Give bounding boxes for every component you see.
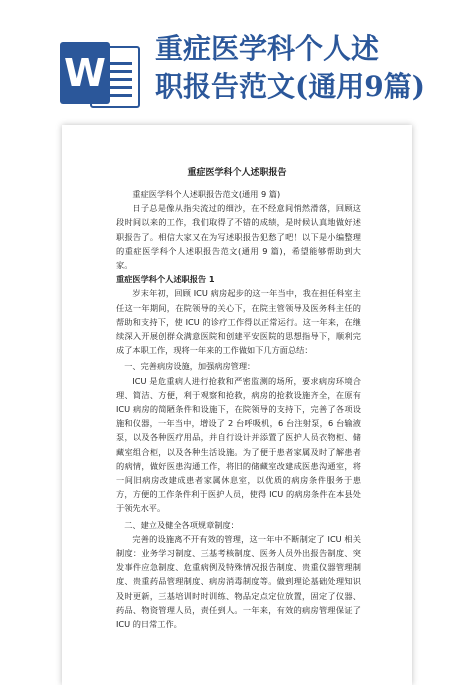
header-banner [0, 0, 474, 120]
document-page [62, 125, 412, 685]
paragraph-1: 岁末年初，回顾 ICU 病房起步的这一年当中，我在担任科室主任这一年期间，在院领导的关心下，在院主管领导及医务科主任的帮助和支持下，使 ICU 的诊疗工作得以正常运行。这一年来，在继续深入开展创群众满意医院和创建平安医院的思想指导下，顺利完成了本职工作，现将一年来的工作做如下几方面总结： [116, 288, 361, 356]
document-title: 重症医学科个人述职报告 [187, 168, 287, 178]
point-1-heading: 一、完善病房设施，加强病房管理： [124, 361, 256, 372]
banner-title-line1: 重症医学科个人述 [155, 32, 380, 65]
document-body [116, 187, 361, 631]
banner-title-line2: 职报告范文(通用9篇) [155, 70, 425, 103]
word-document-icon [60, 42, 138, 108]
document-subtitle: 重症医学科个人述职报告范文(通用 9 篇) [132, 189, 281, 199]
section-heading: 重症医学科个人述职报告 1 [116, 274, 215, 285]
paragraph-3: 完善的设施离不开有效的管理，这一年中不断制定了 ICU 相关制度：业务学习制度、三基考核制度、医务人员外出报告制度、突发事件应急制度、危重病例及特殊情况报告制度、贵重仪器管理制度、贵重药品管理制度、病房消毒制度等。做到理论基础处理知识及时更新，三基培训时时训练、物品定点定位放置，固定了仪器、药品、物资管理人员，责任到人。一年来，有效的病房管理保证了 ICU 的日常工作。 [116, 533, 361, 630]
intro-paragraph: 日子总是像从指尖流过的细沙，在不经意间悄然滑落，回顾这段时间以来的工作，我们取得了不错的成绩，是时候认真地做好述职报告了。相信大家又在为写述职报告犯愁了吧！以下是小编整理的重症医学科个人述职报告范文(通用 9 篇)，希望能够帮助到大家。 [116, 203, 361, 271]
point-2-heading: 二、建立及健全各项规章制度： [124, 519, 239, 530]
word-w-badge: W [60, 42, 110, 104]
banner-title [155, 30, 465, 106]
paragraph-2: ICU 是危重病人进行抢救和严密监测的场所，要求病房环境合理、简洁、方便，利于观察和抢救，病房的抢救设施齐全，在原有 ICU 病房的简陋条件和设施下，在院领导的支持下，完善了各项设施和仪器，一年当中，增设了 2 台呼吸机，6 台注射泵，6 台输液泵，以及各种医疗用品，并自行设计并添置了医护人员衣物柜、储藏室组合柜，以及各种生活设施。为了便于患者家属及时了解患者的病情，做好医患沟通工作，将旧的储藏室改建成医患沟通室，将一间旧病房改建成患者家属休息室，以优质的病房条件服务于患方，方便的工作条件利于医护人员，使得 ICU 的病房条件在本县处于领先水平。 [116, 375, 361, 514]
